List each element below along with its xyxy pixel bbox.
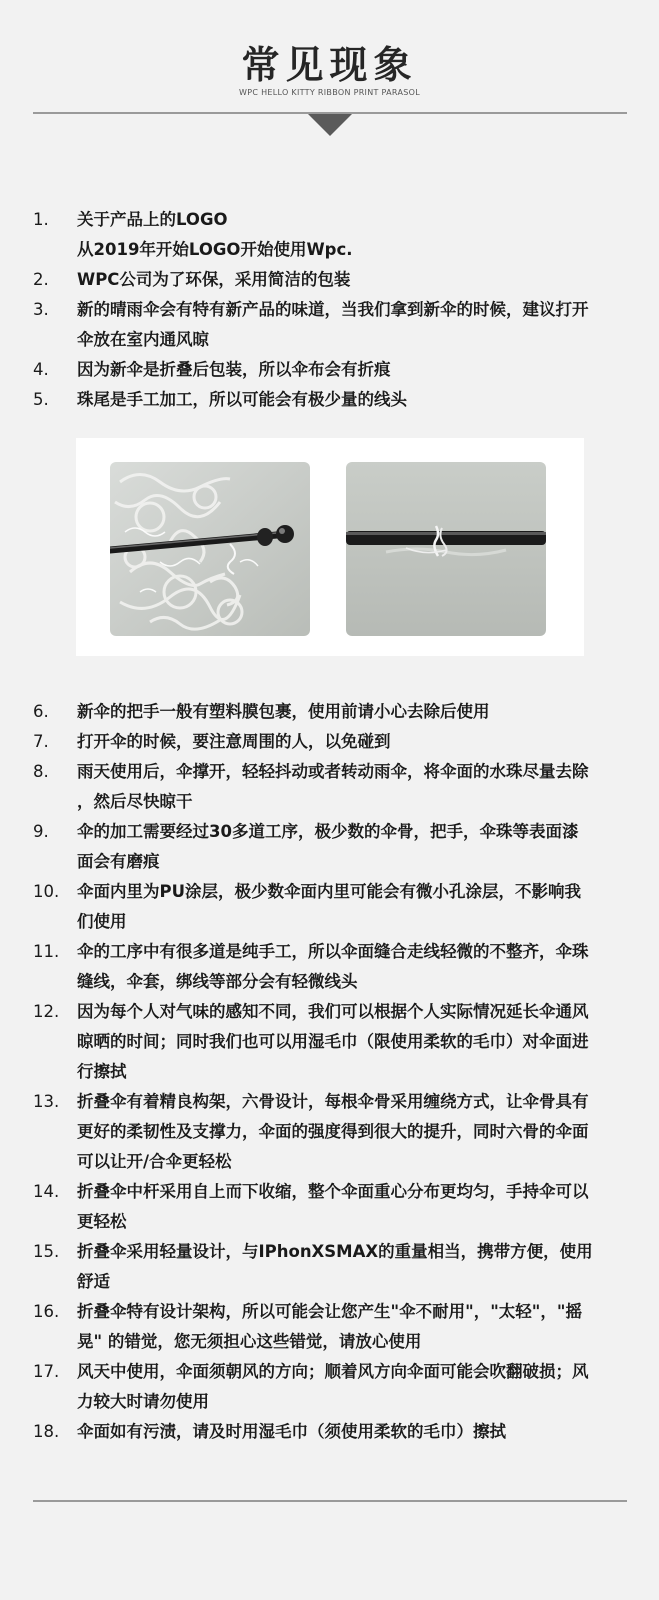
lace-umbrella-rod-photo bbox=[110, 462, 310, 636]
item-text bbox=[77, 1417, 629, 1447]
item-text bbox=[77, 205, 629, 265]
item-text bbox=[77, 727, 629, 757]
item-text bbox=[77, 757, 629, 817]
item-line: 雨天使用后，伞撑开，轻轻抖动或者转动雨伞，将伞面的水珠尽量去除 bbox=[77, 762, 589, 781]
item-number: 2. bbox=[33, 270, 49, 289]
item-number: 4. bbox=[33, 360, 49, 379]
item-number: 1. bbox=[33, 210, 49, 229]
item-text bbox=[77, 877, 629, 937]
list-item bbox=[33, 1417, 629, 1447]
item-text bbox=[77, 1357, 629, 1417]
item-line: 折叠伞中杆采用自上而下收缩，整个伞面重心分布更均匀，手持伞可以 bbox=[77, 1182, 589, 1201]
item-text bbox=[77, 1297, 629, 1357]
item-line: 舒适 bbox=[77, 1272, 110, 1291]
item-text bbox=[77, 295, 629, 355]
triangle-down-icon bbox=[308, 114, 352, 136]
item-text bbox=[77, 1177, 629, 1237]
notes-list-first bbox=[33, 205, 629, 415]
item-text bbox=[77, 937, 629, 997]
item-line: 折叠伞有着精良构架，六骨设计，每根伞骨采用缠绕方式，让伞骨具有 bbox=[77, 1092, 589, 1111]
item-number: 11. bbox=[33, 942, 60, 961]
list-item bbox=[33, 205, 629, 265]
item-line: 打开伞的时候，要注意周围的人，以免碰到 bbox=[77, 732, 391, 751]
list-item bbox=[33, 697, 629, 727]
list-item bbox=[33, 265, 629, 295]
item-text: WPC公司为了环保，采用简洁的包装 bbox=[77, 270, 351, 289]
item-line: ，然后尽快晾干 bbox=[77, 792, 193, 811]
item-number: 9. bbox=[33, 822, 49, 841]
item-number: 16. bbox=[33, 1302, 60, 1321]
item-number: 15. bbox=[33, 1242, 60, 1261]
item-line: 新的晴雨伞会有特有新产品的味道，当我们拿到新伞的时候，建议打开 bbox=[77, 300, 589, 319]
list-item bbox=[33, 877, 629, 937]
item-line: 折叠伞特有设计架构，所以可能会让您产生"伞不耐用"，"太轻"，"摇 bbox=[77, 1302, 582, 1321]
item-line: 晃" 的错觉，您无须担心这些错觉，请放心使用 bbox=[77, 1332, 422, 1351]
item-line: 可以让开/合伞更轻松 bbox=[77, 1152, 232, 1171]
item-line: 面会有磨痕 bbox=[77, 852, 160, 871]
list-item bbox=[33, 295, 629, 355]
item-text bbox=[77, 697, 629, 727]
page-header bbox=[0, 0, 659, 140]
notes-list-second bbox=[33, 697, 629, 1447]
item-line: 晾晒的时间；同时我们也可以用湿毛巾（限使用柔软的毛巾）对伞面进 bbox=[77, 1032, 589, 1051]
item-line: 风天中使用，伞面须朝风的方向；顺着风方向伞面可能会吹翻破损；风 bbox=[77, 1362, 589, 1381]
list-item bbox=[33, 1357, 629, 1417]
photo-panel bbox=[76, 438, 584, 656]
footer-divider bbox=[33, 1500, 627, 1502]
item-text bbox=[77, 817, 629, 877]
umbrella-rod-thread-photo bbox=[346, 462, 546, 636]
item-number: 14. bbox=[33, 1182, 60, 1201]
item-line: 从2019年开始LOGO开始使用Wpc. bbox=[77, 240, 353, 259]
item-line: 伞的工序中有很多道是纯手工，所以伞面缝合走线轻微的不整齐，伞珠 bbox=[77, 942, 589, 961]
item-number: 7. bbox=[33, 732, 49, 751]
item-line: 伞面内里为PU涂层，极少数伞面内里可能会有微小孔涂层，不影响我 bbox=[77, 882, 581, 901]
item-line: 新伞的把手一般有塑料膜包裹，使用前请小心去除后使用 bbox=[77, 702, 490, 721]
item-number: 5. bbox=[33, 390, 49, 409]
item-line: 力较大时请勿使用 bbox=[77, 1392, 209, 1411]
list-item bbox=[33, 937, 629, 997]
list-item bbox=[33, 997, 629, 1087]
item-number: 17. bbox=[33, 1362, 60, 1381]
item-text: 因为新伞是折叠后包装，所以伞布会有折痕 bbox=[77, 360, 391, 379]
list-item bbox=[33, 1297, 629, 1357]
list-item bbox=[33, 1087, 629, 1177]
item-line: 因为每个人对气味的感知不同，我们可以根据个人实际情况延长伞通风 bbox=[77, 1002, 589, 1021]
item-line: 伞的加工需要经过30多道工序，极少数的伞骨，把手，伞珠等表面漆 bbox=[77, 822, 579, 841]
item-number: 13. bbox=[33, 1092, 60, 1111]
page-subtitle: WPC HELLO KITTY RIBBON PRINT PARASOL bbox=[239, 88, 420, 97]
item-line: 们使用 bbox=[77, 912, 127, 931]
list-item bbox=[33, 1237, 629, 1297]
list-item bbox=[33, 1177, 629, 1237]
item-text: 珠尾是手工加工，所以可能会有极少量的线头 bbox=[77, 390, 407, 409]
list-item bbox=[33, 727, 629, 757]
item-text bbox=[77, 1087, 629, 1177]
item-number: 18. bbox=[33, 1422, 60, 1441]
item-text bbox=[77, 997, 629, 1087]
item-number: 10. bbox=[33, 882, 60, 901]
item-line: 伞面如有污渍，请及时用湿毛巾（须使用柔软的毛巾）擦拭 bbox=[77, 1422, 506, 1441]
list-item bbox=[33, 355, 629, 385]
item-line: 更好的柔韧性及支撑力，伞面的强度得到很大的提升，同时六骨的伞面 bbox=[77, 1122, 589, 1141]
item-line: 折叠伞采用轻量设计，与IPhonXSMAX的重量相当，携带方便，使用 bbox=[77, 1242, 593, 1261]
item-number: 8. bbox=[33, 762, 49, 781]
item-number: 12. bbox=[33, 1002, 60, 1021]
item-text bbox=[77, 1237, 629, 1297]
item-line: 伞放在室内通风晾 bbox=[77, 330, 209, 349]
item-line: 关于产品上的LOGO bbox=[77, 210, 228, 229]
item-line: 缝线，伞套，绑线等部分会有轻微线头 bbox=[77, 972, 358, 991]
item-line: 更轻松 bbox=[77, 1212, 127, 1231]
item-number: 3. bbox=[33, 300, 49, 319]
item-line: 行擦拭 bbox=[77, 1062, 127, 1081]
list-item bbox=[33, 385, 629, 415]
item-number: 6. bbox=[33, 702, 49, 721]
list-item bbox=[33, 817, 629, 877]
list-item bbox=[33, 757, 629, 817]
page-title: 常见现象 bbox=[241, 43, 418, 87]
